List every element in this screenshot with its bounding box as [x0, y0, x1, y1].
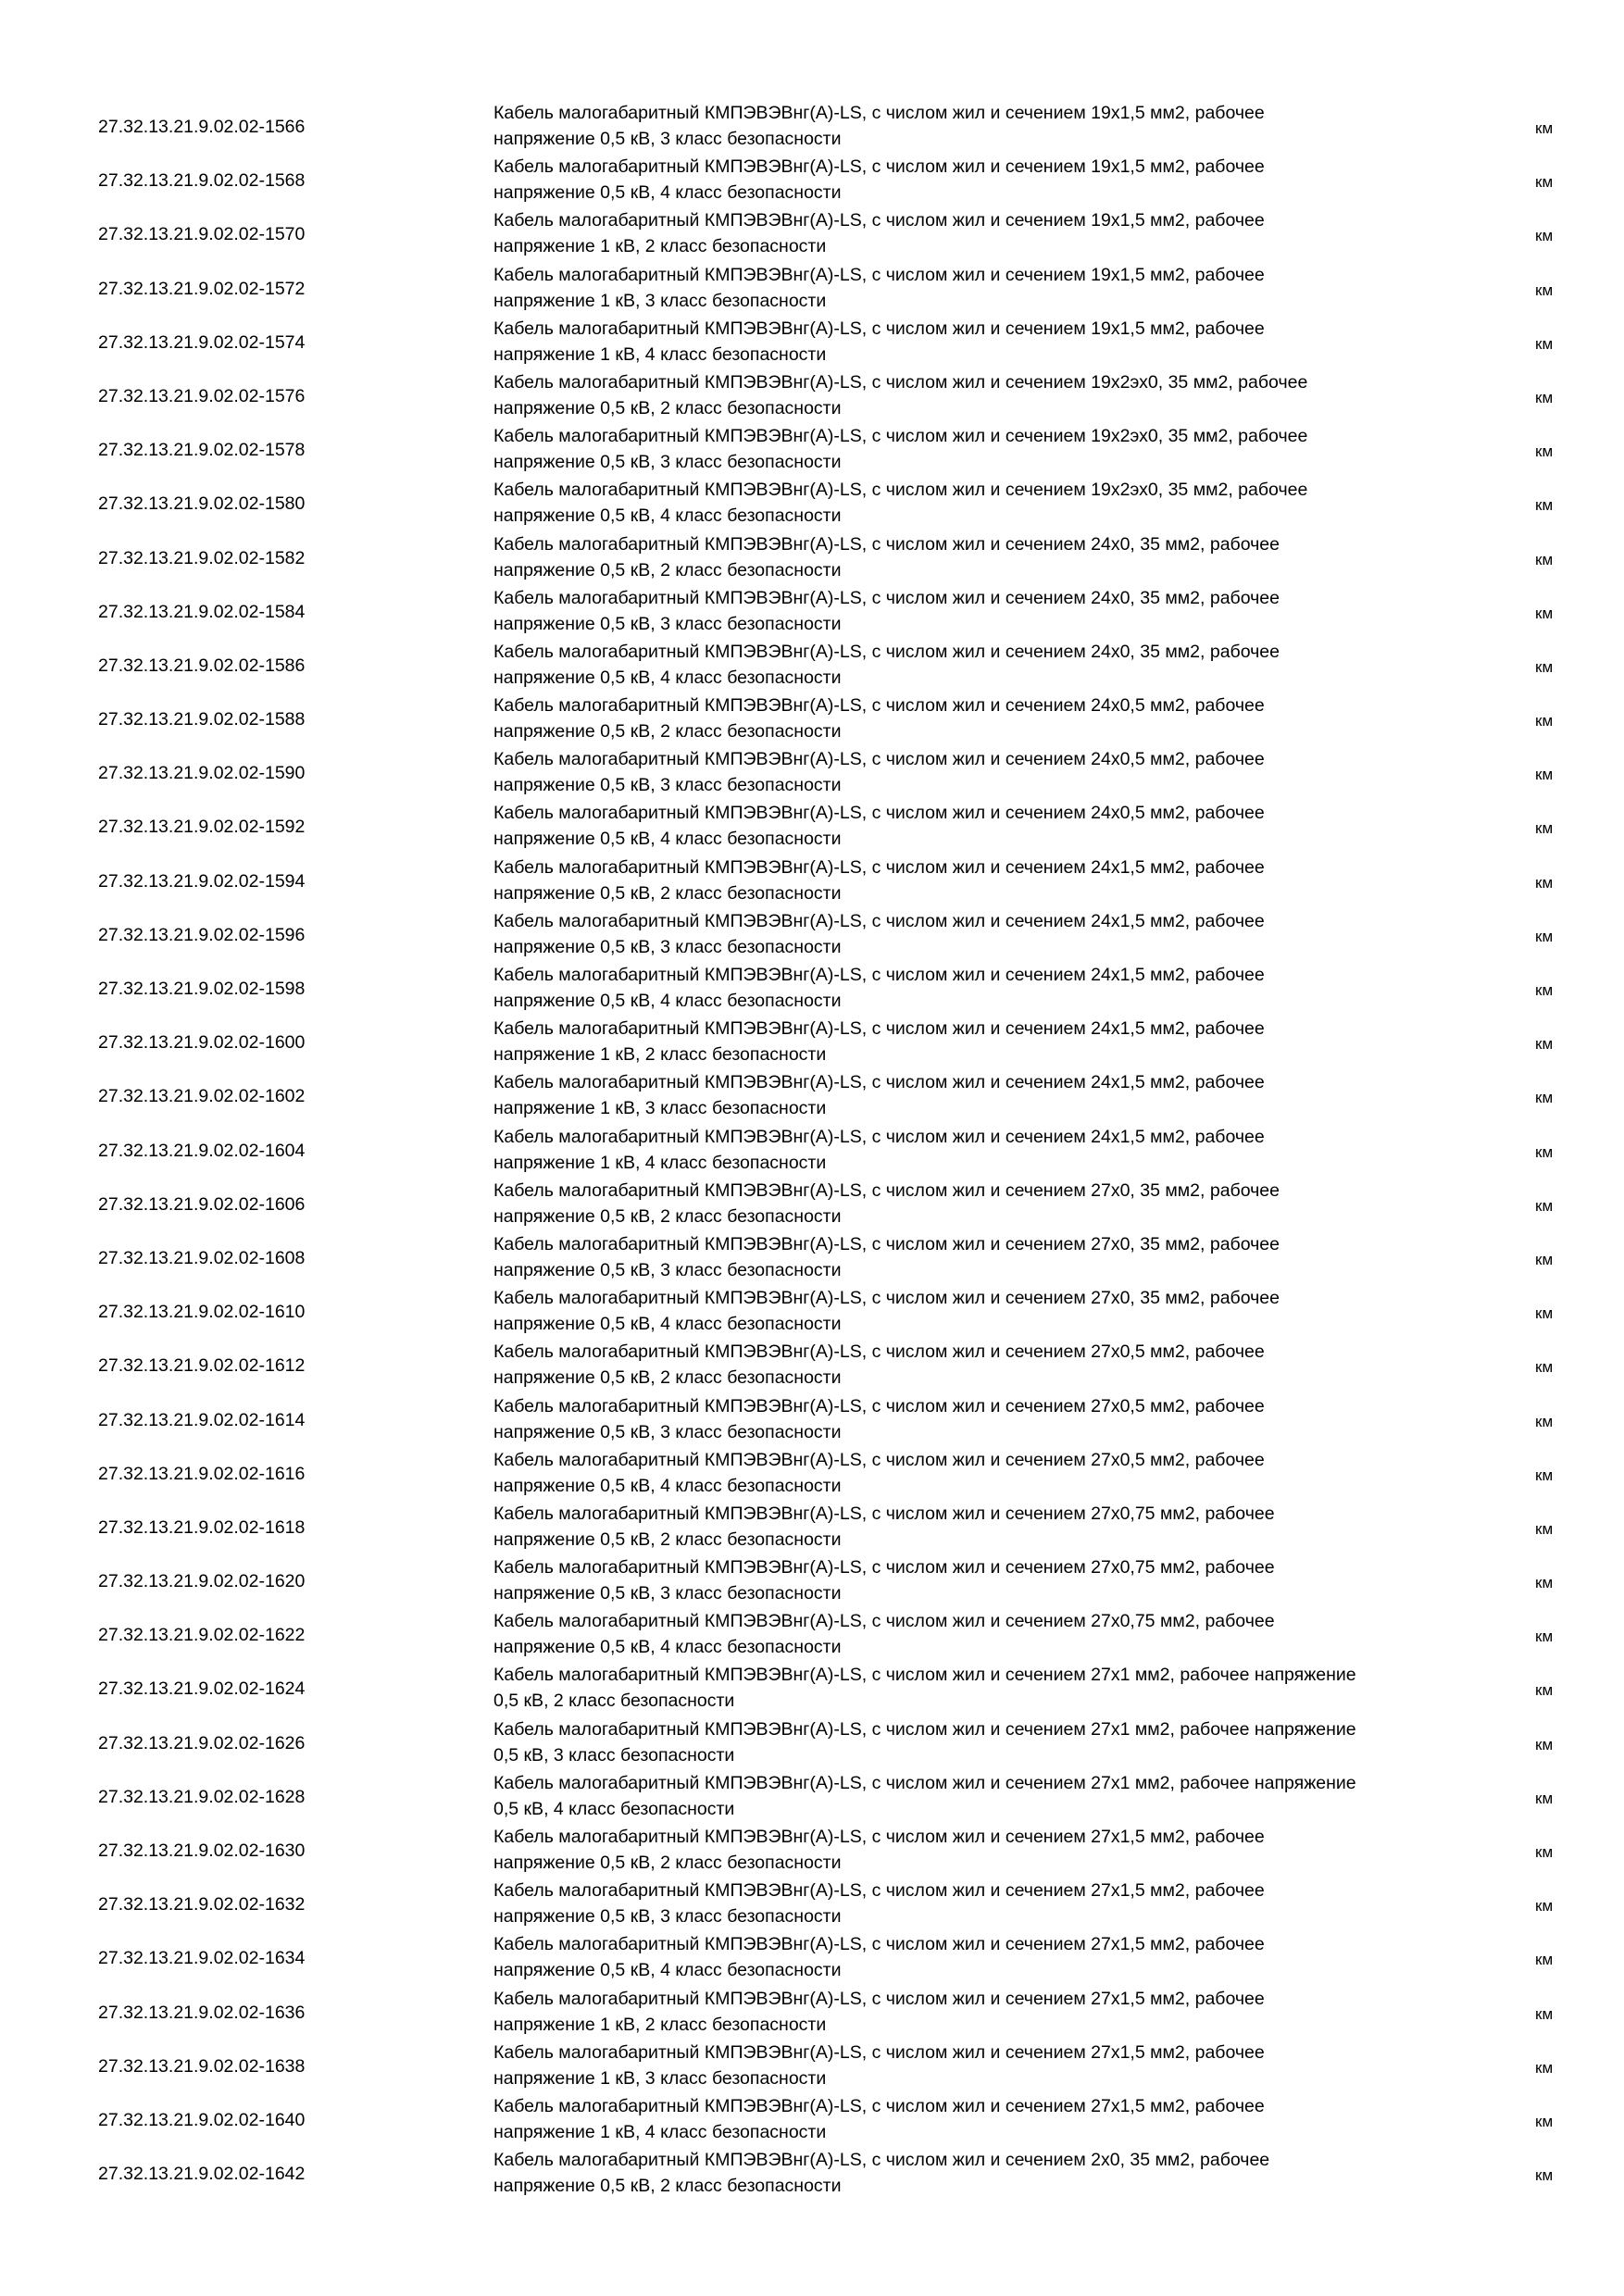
- row-description-line-2: напряжение 0,5 кВ, 2 класс безопасности: [493, 1529, 842, 1550]
- row-description: [493, 1124, 1475, 1176]
- row-unit: км: [1535, 227, 1554, 245]
- row-code: 27.32.13.21.9.02.02-1568: [98, 170, 306, 192]
- price-table: [0, 100, 1624, 2201]
- row-description: [493, 1178, 1475, 1229]
- table-row: [0, 2147, 1624, 2201]
- row-code: 27.32.13.21.9.02.02-1586: [98, 655, 306, 676]
- row-description-line-1: Кабель малогабаритный КМПЭВЭВнг(А)-LS, с числом жил и сечением 24х1,5 мм2, рабочее: [493, 1018, 1265, 1040]
- row-code: 27.32.13.21.9.02.02-1566: [98, 117, 306, 137]
- row-description: [493, 1824, 1475, 1876]
- row-description-line-1: Кабель малогабаритный КМПЭВЭВнг(А)-LS, с числом жил и сечением 19х1,5 мм2, рабочее: [493, 264, 1265, 285]
- table-row: [0, 1285, 1624, 1339]
- row-description-line-1: Кабель малогабаритный КМПЭВЭВнг(А)-LS, с числом жил и сечением 24х0, 35 мм2, рабочее: [493, 587, 1280, 608]
- row-description-line-2: напряжение 0,5 кВ, 2 класс безопасности: [493, 1853, 842, 1873]
- row-code: 27.32.13.21.9.02.02-1622: [98, 1625, 306, 1646]
- row-description-line-2: напряжение 0,5 кВ, 4 класс безопасности: [493, 829, 842, 850]
- row-code: 27.32.13.21.9.02.02-1632: [98, 1894, 306, 1915]
- row-unit: км: [1535, 1628, 1554, 1646]
- row-unit: км: [1535, 1735, 1554, 1753]
- row-description: [493, 1231, 1475, 1283]
- row-description-line-2: напряжение 0,5 кВ, 2 класс безопасности: [493, 2176, 842, 2197]
- table-row: [0, 1016, 1624, 1069]
- row-description-line-1: Кабель малогабаритный КМПЭВЭВнг(А)-LS, с числом жил и сечением 24х1,5 мм2, рабочее: [493, 856, 1265, 878]
- table-row: [0, 1662, 1624, 1716]
- row-description: [493, 908, 1475, 960]
- row-description-line-2: напряжение 0,5 кВ, 2 класс безопасности: [493, 882, 842, 904]
- row-description: [493, 262, 1475, 314]
- row-code: 27.32.13.21.9.02.02-1578: [98, 440, 306, 461]
- table-row: [0, 585, 1624, 639]
- row-unit: км: [1535, 766, 1554, 784]
- row-description-line-1: Кабель малогабаритный КМПЭВЭВнг(А)-LS, с числом жил и сечением 24х1,5 мм2, рабочее: [493, 1072, 1265, 1093]
- row-description: [493, 207, 1475, 259]
- row-code: 27.32.13.21.9.02.02-1634: [98, 1948, 306, 1969]
- row-description-line-2: напряжение 0,5 кВ, 2 класс безопасности: [493, 397, 842, 418]
- row-description-line-2: 0,5 кВ, 3 класс безопасности: [493, 1744, 735, 1766]
- table-row: [0, 1231, 1624, 1285]
- row-unit: км: [1535, 1519, 1554, 1538]
- row-description: [493, 1501, 1475, 1553]
- table-row: [0, 2093, 1624, 2147]
- row-unit: км: [1535, 873, 1554, 892]
- row-unit: км: [1535, 388, 1554, 406]
- row-description-line-2: напряжение 1 кВ, 2 класс безопасности: [493, 2014, 827, 2035]
- table-row: [0, 262, 1624, 316]
- row-description-line-2: напряжение 0,5 кВ, 2 класс безопасности: [493, 1367, 842, 1389]
- table-row: [0, 1716, 1624, 1770]
- row-unit: км: [1535, 1412, 1554, 1430]
- row-unit: км: [1535, 1035, 1554, 1054]
- table-row: [0, 1931, 1624, 1985]
- row-description-line-1: Кабель малогабаритный КМПЭВЭВнг(А)-LS, с числом жил и сечением 19х1,5 мм2, рабочее: [493, 318, 1265, 339]
- row-description-line-2: напряжение 0,5 кВ, 4 класс безопасности: [493, 1960, 842, 1981]
- row-code: 27.32.13.21.9.02.02-1596: [98, 924, 306, 945]
- row-description-line-2: напряжение 0,5 кВ, 3 класс безопасности: [493, 775, 842, 796]
- table-row: [0, 1447, 1624, 1501]
- row-unit: км: [1535, 1843, 1554, 1861]
- row-description: [493, 2147, 1475, 2199]
- row-unit: км: [1535, 334, 1554, 353]
- row-description-line-1: Кабель малогабаритный КМПЭВЭВнг(А)-LS, с числом жил и сечением 27х0, 35 мм2, рабочее: [493, 1179, 1280, 1201]
- table-row: [0, 423, 1624, 477]
- row-description-line-1: Кабель малогабаритный КМПЭВЭВнг(А)-LS, с числом жил и сечением 27х1,5 мм2, рабочее: [493, 2041, 1265, 2063]
- row-description: [493, 369, 1475, 421]
- row-code: 27.32.13.21.9.02.02-1630: [98, 1841, 306, 1861]
- row-description: [493, 585, 1475, 637]
- row-description: [493, 1878, 1475, 1929]
- row-unit: км: [1535, 1681, 1554, 1700]
- row-unit: км: [1535, 1358, 1554, 1377]
- row-code: 27.32.13.21.9.02.02-1642: [98, 2164, 306, 2185]
- table-row: [0, 800, 1624, 854]
- row-code: 27.32.13.21.9.02.02-1582: [98, 547, 306, 568]
- row-description: [493, 1662, 1475, 1714]
- row-unit: км: [1535, 1196, 1554, 1215]
- row-description-line-1: Кабель малогабаритный КМПЭВЭВнг(А)-LS, с числом жил и сечением 27х0,75 мм2, рабочее: [493, 1503, 1275, 1524]
- row-description: [493, 423, 1475, 475]
- row-description-line-1: Кабель малогабаритный КМПЭВЭВнг(А)-LS, с числом жил и сечением 24х1,5 мм2, рабочее: [493, 910, 1265, 931]
- table-row: [0, 962, 1624, 1016]
- row-unit: км: [1535, 819, 1554, 838]
- row-description-line-1: Кабель малогабаритный КМПЭВЭВнг(А)-LS, с числом жил и сечением 27х1 мм2, рабочее напряжение: [493, 1772, 1356, 1793]
- row-description-line-1: Кабель малогабаритный КМПЭВЭВнг(А)-LS, с числом жил и сечением 24х0,5 мм2, рабочее: [493, 803, 1265, 824]
- row-unit: км: [1535, 1089, 1554, 1107]
- row-description-line-2: напряжение 0,5 кВ, 4 класс безопасности: [493, 182, 842, 204]
- table-row: [0, 207, 1624, 261]
- table-row: [0, 1554, 1624, 1608]
- row-unit: км: [1535, 2112, 1554, 2130]
- row-description: [493, 1716, 1475, 1768]
- table-row: [0, 1178, 1624, 1231]
- row-unit: км: [1535, 2058, 1554, 2077]
- row-description-line-1: Кабель малогабаритный КМПЭВЭВнг(А)-LS, с числом жил и сечением 24х0,5 мм2, рабочее: [493, 749, 1265, 770]
- row-description-line-1: Кабель малогабаритный КМПЭВЭВнг(А)-LS, с числом жил и сечением 27х0,75 мм2, рабочее: [493, 1557, 1275, 1578]
- row-description: [493, 1931, 1475, 1983]
- row-code: 27.32.13.21.9.02.02-1602: [98, 1086, 306, 1107]
- table-row: [0, 154, 1624, 207]
- row-description-line-2: напряжение 1 кВ, 3 класс безопасности: [493, 1098, 827, 1119]
- row-description-line-2: 0,5 кВ, 2 класс безопасности: [493, 1691, 735, 1712]
- row-unit: км: [1535, 1897, 1554, 1915]
- table-row: [0, 1501, 1624, 1554]
- row-description: [493, 1770, 1475, 1822]
- row-description-line-1: Кабель малогабаритный КМПЭВЭВнг(А)-LS, с числом жил и сечением 19х1,5 мм2, рабочее: [493, 103, 1265, 123]
- row-description-line-1: Кабель малогабаритный КМПЭВЭВнг(А)-LS, с числом жил и сечением 19х2эх0, 35 мм2, рабочее: [493, 371, 1308, 393]
- row-description-line-1: Кабель малогабаритный КМПЭВЭВнг(А)-LS, с числом жил и сечением 24х0, 35 мм2, рабочее: [493, 533, 1280, 555]
- row-description-line-2: напряжение 1 кВ, 4 класс безопасности: [493, 2121, 827, 2142]
- row-unit: км: [1535, 1789, 1554, 1807]
- row-description: [493, 1339, 1475, 1391]
- row-description-line-2: напряжение 0,5 кВ, 3 класс безопасности: [493, 936, 842, 957]
- table-row: [0, 746, 1624, 800]
- row-description: [493, 2093, 1475, 2145]
- row-description-line-1: Кабель малогабаритный КМПЭВЭВнг(А)-LS, с числом жил и сечением 19х2эх0, 35 мм2, рабочее: [493, 480, 1308, 501]
- row-code: 27.32.13.21.9.02.02-1588: [98, 709, 306, 730]
- row-unit: км: [1535, 1250, 1554, 1268]
- row-unit: км: [1535, 604, 1554, 622]
- row-description: [493, 2040, 1475, 2091]
- row-unit: км: [1535, 496, 1554, 515]
- row-description-line-1: Кабель малогабаритный КМПЭВЭВнг(А)-LS, с числом жил и сечением 24х0,5 мм2, рабочее: [493, 695, 1265, 717]
- row-description-line-1: Кабель малогабаритный КМПЭВЭВнг(А)-LS, с числом жил и сечением 24х1,5 мм2, рабочее: [493, 1126, 1265, 1147]
- row-description-line-2: напряжение 1 кВ, 2 класс безопасности: [493, 1044, 827, 1066]
- row-description: [493, 1447, 1475, 1499]
- row-code: 27.32.13.21.9.02.02-1638: [98, 2055, 306, 2077]
- table-row: [0, 855, 1624, 908]
- table-row: [0, 2040, 1624, 2093]
- row-description-line-2: напряжение 1 кВ, 4 класс безопасности: [493, 1152, 827, 1173]
- row-description-line-1: Кабель малогабаритный КМПЭВЭВнг(А)-LS, с числом жил и сечением 27х0,5 мм2, рабочее: [493, 1449, 1265, 1470]
- row-code: 27.32.13.21.9.02.02-1640: [98, 2109, 306, 2130]
- row-code: 27.32.13.21.9.02.02-1628: [98, 1786, 306, 1807]
- table-row: [0, 693, 1624, 746]
- row-description-line-2: напряжение 0,5 кВ, 2 класс безопасности: [493, 721, 842, 742]
- row-unit: км: [1535, 1466, 1554, 1484]
- row-description: [493, 316, 1475, 368]
- row-code: 27.32.13.21.9.02.02-1610: [98, 1302, 306, 1323]
- row-unit: км: [1535, 1951, 1554, 1969]
- row-unit: км: [1535, 2004, 1554, 2023]
- row-code: 27.32.13.21.9.02.02-1594: [98, 870, 306, 892]
- row-description-line-1: Кабель малогабаритный КМПЭВЭВнг(А)-LS, с числом жил и сечением 19х1,5 мм2, рабочее: [493, 156, 1265, 178]
- row-description: [493, 800, 1475, 852]
- row-unit: км: [1535, 2166, 1554, 2185]
- row-description-line-1: Кабель малогабаритный КМПЭВЭВнг(А)-LS, с числом жил и сечением 24х0, 35 мм2, рабочее: [493, 641, 1280, 662]
- row-description-line-2: напряжение 0,5 кВ, 4 класс безопасности: [493, 1314, 842, 1335]
- row-description-line-2: 0,5 кВ, 4 класс безопасности: [493, 1798, 735, 1819]
- row-unit: км: [1535, 927, 1554, 945]
- row-code: 27.32.13.21.9.02.02-1604: [98, 1140, 306, 1161]
- row-code: 27.32.13.21.9.02.02-1598: [98, 979, 306, 999]
- row-unit: км: [1535, 1304, 1554, 1323]
- row-description: [493, 531, 1475, 583]
- row-description-line-2: напряжение 0,5 кВ, 3 класс безопасности: [493, 129, 842, 149]
- row-description-line-2: напряжение 0,5 кВ, 3 класс безопасности: [493, 1259, 842, 1280]
- row-code: 27.32.13.21.9.02.02-1576: [98, 385, 306, 406]
- row-code: 27.32.13.21.9.02.02-1614: [98, 1409, 306, 1430]
- row-unit: км: [1535, 1574, 1554, 1592]
- row-unit: км: [1535, 173, 1554, 192]
- row-unit: км: [1535, 1142, 1554, 1161]
- row-description-line-2: напряжение 0,5 кВ, 3 класс безопасности: [493, 613, 842, 634]
- table-row: [0, 477, 1624, 530]
- row-unit: км: [1535, 550, 1554, 568]
- row-code: 27.32.13.21.9.02.02-1580: [98, 493, 306, 515]
- table-row: [0, 1878, 1624, 1931]
- row-code: 27.32.13.21.9.02.02-1600: [98, 1032, 306, 1054]
- row-code: 27.32.13.21.9.02.02-1620: [98, 1571, 306, 1592]
- table-row: [0, 100, 1624, 154]
- row-code: 27.32.13.21.9.02.02-1574: [98, 331, 306, 353]
- row-description: [493, 746, 1475, 798]
- row-code: 27.32.13.21.9.02.02-1616: [98, 1463, 306, 1484]
- row-description-line-1: Кабель малогабаритный КМПЭВЭВнг(А)-LS, с числом жил и сечением 27х1,5 мм2, рабочее: [493, 1934, 1265, 1955]
- row-description-line-2: напряжение 1 кВ, 3 класс безопасности: [493, 290, 827, 311]
- row-description-line-2: напряжение 0,5 кВ, 3 класс безопасности: [493, 1421, 842, 1442]
- row-code: 27.32.13.21.9.02.02-1612: [98, 1355, 306, 1377]
- row-description-line-1: Кабель малогабаритный КМПЭВЭВнг(А)-LS, с числом жил и сечением 27х0,5 мм2, рабочее: [493, 1395, 1265, 1416]
- row-code: 27.32.13.21.9.02.02-1572: [98, 278, 306, 299]
- table-row: [0, 908, 1624, 962]
- row-description: [493, 1608, 1475, 1660]
- row-unit: км: [1535, 281, 1554, 299]
- row-code: 27.32.13.21.9.02.02-1592: [98, 817, 306, 838]
- row-code: 27.32.13.21.9.02.02-1606: [98, 1193, 306, 1215]
- table-row: [0, 1393, 1624, 1447]
- table-row: [0, 369, 1624, 423]
- row-description: [493, 693, 1475, 744]
- row-unit: км: [1535, 712, 1554, 730]
- row-description-line-1: Кабель малогабаритный КМПЭВЭВнг(А)-LS, с числом жил и сечением 27х1,5 мм2, рабочее: [493, 1988, 1265, 2009]
- row-description-line-2: напряжение 0,5 кВ, 4 класс безопасности: [493, 991, 842, 1011]
- row-description-line-1: Кабель малогабаритный КМПЭВЭВнг(А)-LS, с числом жил и сечением 19х1,5 мм2, рабочее: [493, 210, 1265, 231]
- row-description: [493, 962, 1475, 1014]
- row-description-line-2: напряжение 1 кВ, 3 класс безопасности: [493, 2067, 827, 2089]
- table-row: [0, 531, 1624, 585]
- row-description-line-1: Кабель малогабаритный КМПЭВЭВнг(А)-LS, с числом жил и сечением 2х0, 35 мм2, рабочее: [493, 2150, 1270, 2171]
- row-code: 27.32.13.21.9.02.02-1626: [98, 1732, 306, 1753]
- row-description: [493, 1285, 1475, 1337]
- row-description-line-1: Кабель малогабаритный КМПЭВЭВнг(А)-LS, с числом жил и сечением 27х0,75 мм2, рабочее: [493, 1611, 1275, 1632]
- row-description: [493, 1393, 1475, 1445]
- row-description-line-2: напряжение 0,5 кВ, 2 класс безопасности: [493, 1205, 842, 1227]
- row-description-line-2: напряжение 0,5 кВ, 4 класс безопасности: [493, 1637, 842, 1658]
- row-description-line-2: напряжение 0,5 кВ, 4 класс безопасности: [493, 667, 842, 688]
- row-description-line-2: напряжение 0,5 кВ, 3 класс безопасности: [493, 1583, 842, 1604]
- row-description: [493, 100, 1475, 152]
- row-description-line-1: Кабель малогабаритный КМПЭВЭВнг(А)-LS, с числом жил и сечением 27х0,5 мм2, рабочее: [493, 1341, 1265, 1363]
- table-row: [0, 316, 1624, 369]
- row-unit: км: [1535, 981, 1554, 999]
- row-code: 27.32.13.21.9.02.02-1584: [98, 601, 306, 622]
- row-description: [493, 1016, 1475, 1067]
- row-description: [493, 1986, 1475, 2038]
- row-unit: км: [1535, 443, 1554, 461]
- row-description-line-2: напряжение 1 кВ, 2 класс безопасности: [493, 236, 827, 257]
- row-description-line-1: Кабель малогабаритный КМПЭВЭВнг(А)-LS, с числом жил и сечением 27х1,5 мм2, рабочее: [493, 1880, 1265, 1902]
- row-unit: км: [1535, 119, 1554, 137]
- row-description-line-2: напряжение 0,5 кВ, 2 класс безопасности: [493, 559, 842, 580]
- row-description-line-1: Кабель малогабаритный КМПЭВЭВнг(А)-LS, с числом жил и сечением 27х1,5 мм2, рабочее: [493, 2095, 1265, 2116]
- row-description-line-1: Кабель малогабаритный КМПЭВЭВнг(А)-LS, с числом жил и сечением 27х0, 35 мм2, рабочее: [493, 1288, 1280, 1309]
- table-row: [0, 639, 1624, 693]
- row-description: [493, 1554, 1475, 1606]
- row-description-line-1: Кабель малогабаритный КМПЭВЭВнг(А)-LS, с числом жил и сечением 19х2эх0, 35 мм2, рабочее: [493, 426, 1308, 447]
- row-code: 27.32.13.21.9.02.02-1590: [98, 763, 306, 784]
- table-row: [0, 1124, 1624, 1178]
- row-description-line-1: Кабель малогабаритный КМПЭВЭВнг(А)-LS, с числом жил и сечением 27х1 мм2, рабочее напряжение: [493, 1665, 1356, 1686]
- row-unit: км: [1535, 657, 1554, 676]
- row-code: 27.32.13.21.9.02.02-1618: [98, 1516, 306, 1538]
- table-row: [0, 1824, 1624, 1878]
- row-description-line-1: Кабель малогабаритный КМПЭВЭВнг(А)-LS, с числом жил и сечением 27х0, 35 мм2, рабочее: [493, 1233, 1280, 1254]
- row-description-line-2: напряжение 0,5 кВ, 3 класс безопасности: [493, 452, 842, 473]
- row-description-line-2: напряжение 0,5 кВ, 4 класс безопасности: [493, 505, 842, 527]
- table-row: [0, 1986, 1624, 2040]
- row-description: [493, 639, 1475, 691]
- table-row: [0, 1770, 1624, 1824]
- row-description: [493, 154, 1475, 206]
- table-row: [0, 1608, 1624, 1662]
- row-description-line-1: Кабель малогабаритный КМПЭВЭВнг(А)-LS, с числом жил и сечением 27х1,5 мм2, рабочее: [493, 1827, 1265, 1847]
- row-code: 27.32.13.21.9.02.02-1608: [98, 1247, 306, 1268]
- row-code: 27.32.13.21.9.02.02-1624: [98, 1678, 306, 1700]
- row-description-line-1: Кабель малогабаритный КМПЭВЭВнг(А)-LS, с числом жил и сечением 24х1,5 мм2, рабочее: [493, 965, 1265, 985]
- row-description-line-1: Кабель малогабаритный КМПЭВЭВнг(А)-LS, с числом жил и сечением 27х1 мм2, рабочее напряжение: [493, 1718, 1356, 1740]
- table-row: [0, 1069, 1624, 1123]
- row-description: [493, 855, 1475, 906]
- row-code: 27.32.13.21.9.02.02-1636: [98, 2002, 306, 2023]
- row-description-line-2: напряжение 1 кВ, 4 класс безопасности: [493, 343, 827, 365]
- row-description: [493, 1069, 1475, 1121]
- table-row: [0, 1339, 1624, 1392]
- row-description-line-2: напряжение 0,5 кВ, 4 класс безопасности: [493, 1475, 842, 1496]
- row-code: 27.32.13.21.9.02.02-1570: [98, 224, 306, 245]
- row-description-line-2: напряжение 0,5 кВ, 3 класс безопасности: [493, 1906, 842, 1928]
- row-description: [493, 477, 1475, 529]
